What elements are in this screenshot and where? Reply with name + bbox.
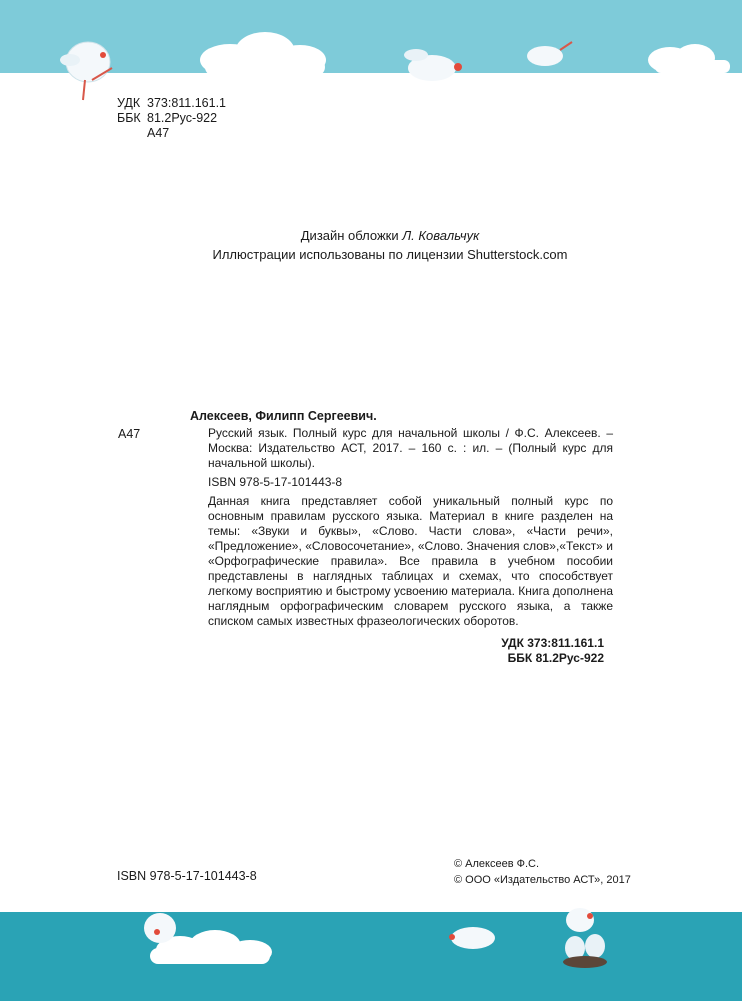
bird-standing-illustration <box>60 42 112 100</box>
bottom-clouds-birds-illustration <box>0 890 742 1001</box>
bbk-value: 81.2Рус-922 <box>147 111 218 125</box>
author-sign: А47 <box>147 126 170 140</box>
udk-label: УДК <box>117 96 141 110</box>
catalog-author-sign: А47 <box>118 427 141 441</box>
catalog-bbk: ББК 81.2Рус-922 <box>507 651 604 665</box>
copyright-block <box>454 856 631 888</box>
cover-designer: Л. Ковальчук <box>402 228 480 243</box>
cloud-illustration <box>648 44 730 73</box>
catalog-udk: УДК 373:811.161.1 <box>501 636 604 650</box>
cloud-illustration <box>200 32 326 76</box>
cover-design-prefix: Дизайн обложки <box>300 228 399 243</box>
bird-flying-illustration <box>404 49 462 81</box>
catalog-codes <box>150 636 613 666</box>
udk-line <box>117 96 226 111</box>
udk-value: 373:811.161.1 <box>147 96 227 110</box>
catalog-card <box>118 409 613 666</box>
copyright-publisher: © ООО «Издательство АСТ», 2017 <box>454 874 631 886</box>
bbk-label: ББК <box>117 111 141 125</box>
copyright-author: © Алексеев Ф.С. <box>454 858 540 870</box>
cover-design-line <box>150 226 630 245</box>
bird-flying-illustration <box>449 927 495 949</box>
catalog-isbn: ISBN 978-5-17-101443-8 <box>208 475 343 489</box>
bbk-line <box>117 111 226 126</box>
top-clouds-birds-illustration <box>0 0 742 110</box>
bird-flying-illustration <box>527 42 572 66</box>
annotation-text: Данная книга представляет собой уникальный полный курс по основным правилам русского языка. Материал в книге разделен на темы: «Звуки и буквы», «Слово. Части слова», «Части речи», «Предложение», «Словосочетание», «Слово. Значения слов»,«Текст» и «Орфографические правила». Все правила в учебном пособии представлены в наглядных таблицах и схемах, что способствует легкому восприятию и быстрому усвоению материала. Книга дополнена наглядным орфографическим словарем русского языка, а также списком самых известных фразеологических оборотов. <box>208 494 613 628</box>
bibliographic-description: Русский язык. Полный курс для начальной школы / Ф.С. Алексеев. – Москва: Издательство АСТ, 2017. – 160 с. : ил. – (Полный курс для начальной школы). <box>208 426 613 470</box>
birds-in-nest-illustration <box>563 908 607 968</box>
credits-block <box>150 226 630 264</box>
catalog-author: Алексеев, Филипп Сергеевич. <box>190 409 377 423</box>
bird-standing-illustration <box>144 913 176 943</box>
illustrations-credit: Иллюстрации использованы по лицензии Shutterstock.com <box>212 247 568 262</box>
footer-isbn: ISBN 978-5-17-101443-8 <box>117 869 257 883</box>
classification-index-block <box>117 96 226 141</box>
